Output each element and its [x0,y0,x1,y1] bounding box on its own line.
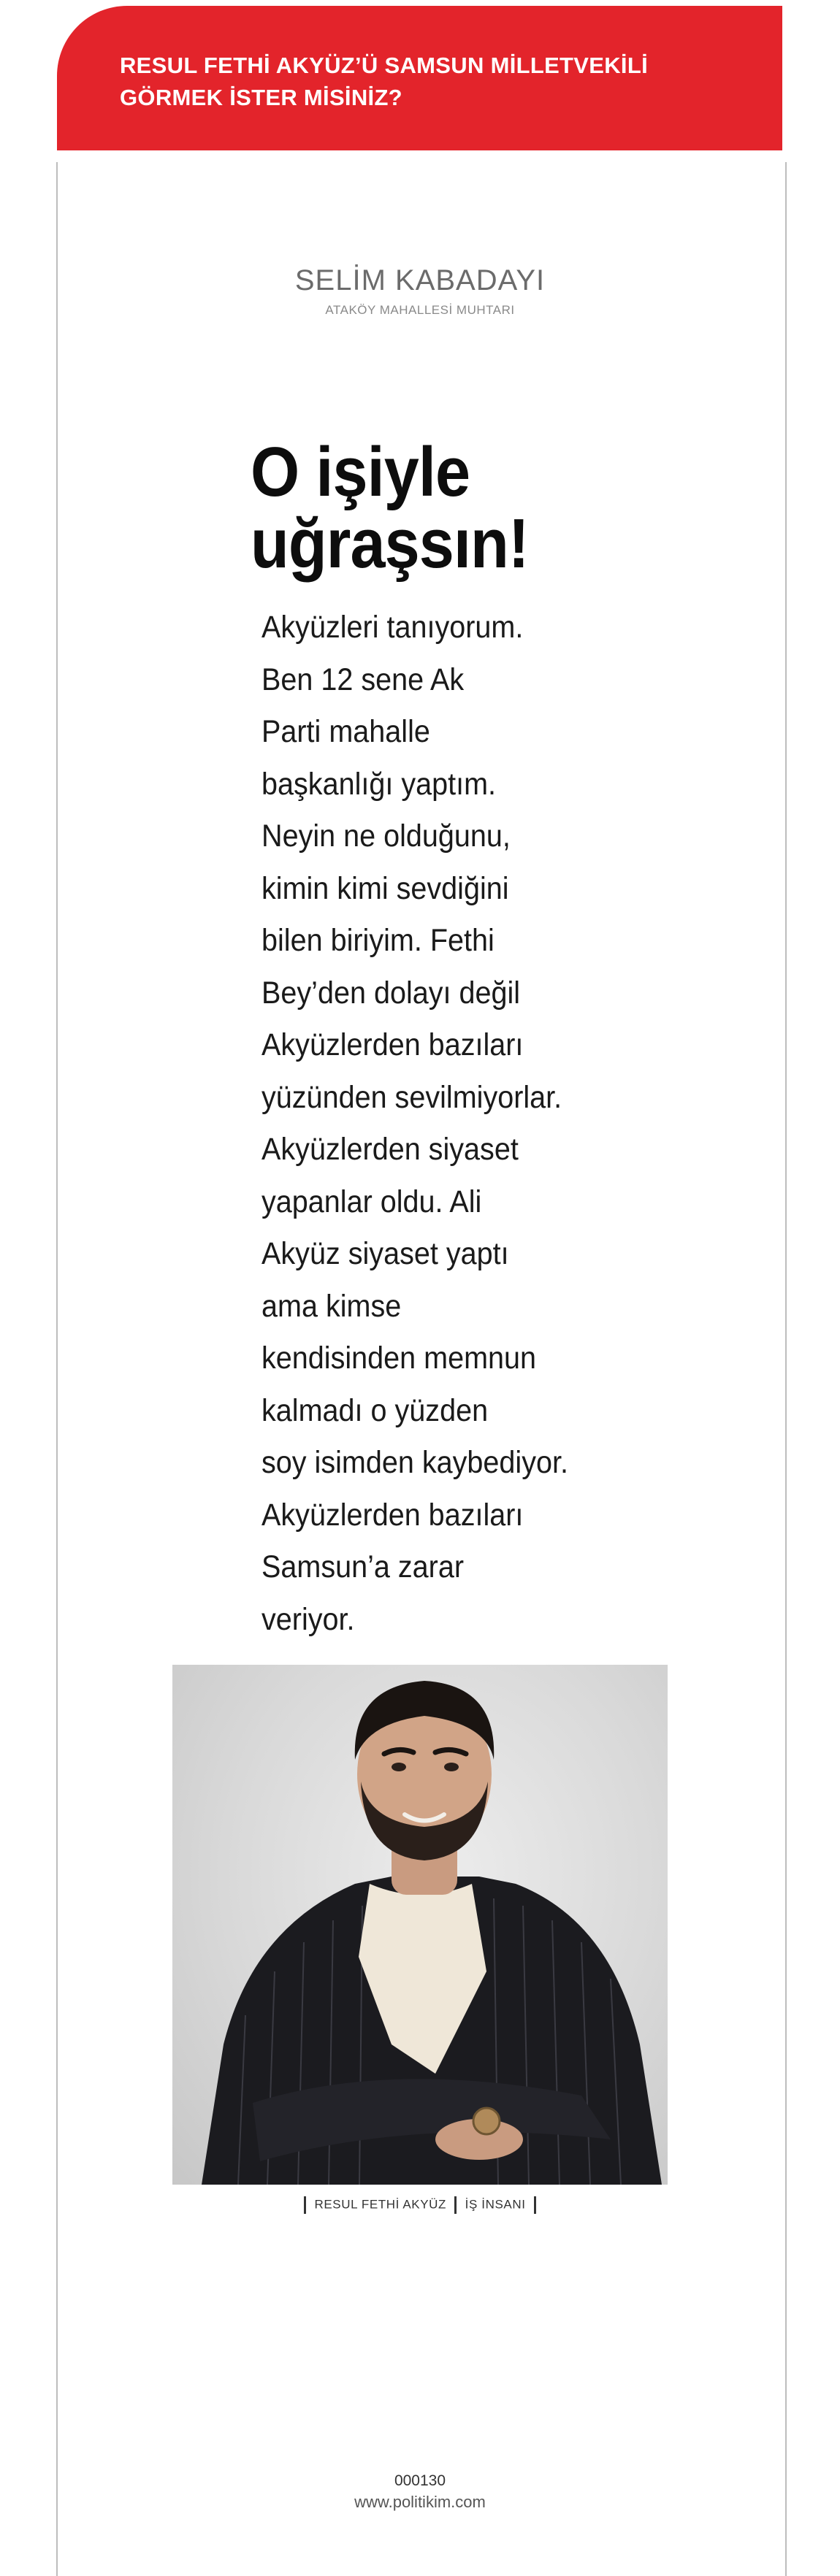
body-line: kalmadı o yüzden [261,1392,489,1428]
wristwatch-shape [473,2108,500,2134]
body-line: yapanlar oldu. Ali [261,1184,482,1219]
body-line: Akyüzlerden bazıları [261,1027,524,1062]
header-title-line-1: RESUL FETHİ AKYÜZ’Ü SAMSUN MİLLETVEKİLİ [120,53,648,78]
body-line: bilen biriyim. Fethi [261,923,495,958]
body-line: ama kimse [261,1288,402,1324]
body-line: Akyüz siyaset yaptı [261,1236,509,1271]
author-name: SELİM KABADAYI [294,264,546,296]
body-line: kendisinden memnun [261,1341,537,1376]
body-line: Ben 12 sene Ak [261,662,465,697]
portrait-illustration [172,1665,668,2185]
body-line: veriyor. [261,1601,355,1637]
body-line: Parti mahalle [261,714,430,749]
left-eye-shape [392,1763,406,1771]
website-link[interactable]: www.politikim.com [354,2493,486,2511]
photo-caption [0,2194,840,2215]
body-line: Bey’den dolayı değil [261,975,521,1011]
caption-person-title: İŞ İNSANI [465,2197,526,2212]
article-body [261,602,641,1646]
headline-line-1: O işiyle [251,433,470,511]
body-line: Akyüzlerden bazıları [261,1497,524,1533]
body-line: kimin kimi sevdiğini [261,870,509,906]
body-line: Neyin ne olduğunu, [261,819,511,854]
article-headline [251,433,658,583]
header-title [120,50,738,114]
body-line: yüzünden sevilmiyorlar. [261,1079,562,1115]
author-role: ATAKÖY MAHALLESİ MUHTARI [325,303,515,317]
body-line: Akyüzlerden siyaset [261,1132,519,1167]
right-eye-shape [444,1763,459,1771]
body-line: başkanlığı yaptım. [261,766,497,802]
body-line: soy isimden kaybediyor. [261,1445,568,1480]
body-line: Akyüzleri tanıyorum. [261,610,524,645]
caption-divider [304,2196,306,2214]
page-footer [0,2471,840,2513]
caption-divider [534,2196,536,2214]
portrait-photo [172,1665,668,2185]
body-line: Samsun’a zarar [261,1549,465,1584]
author-block [0,263,840,318]
caption-person-name: RESUL FETHİ AKYÜZ [314,2197,447,2212]
page-number: 000130 [394,2472,446,2489]
header-title-line-2: GÖRMEK İSTER MİSİNİZ? [120,85,402,110]
headline-line-2: uğraşsın! [251,505,529,583]
header-banner [57,6,782,150]
caption-divider [454,2196,457,2214]
